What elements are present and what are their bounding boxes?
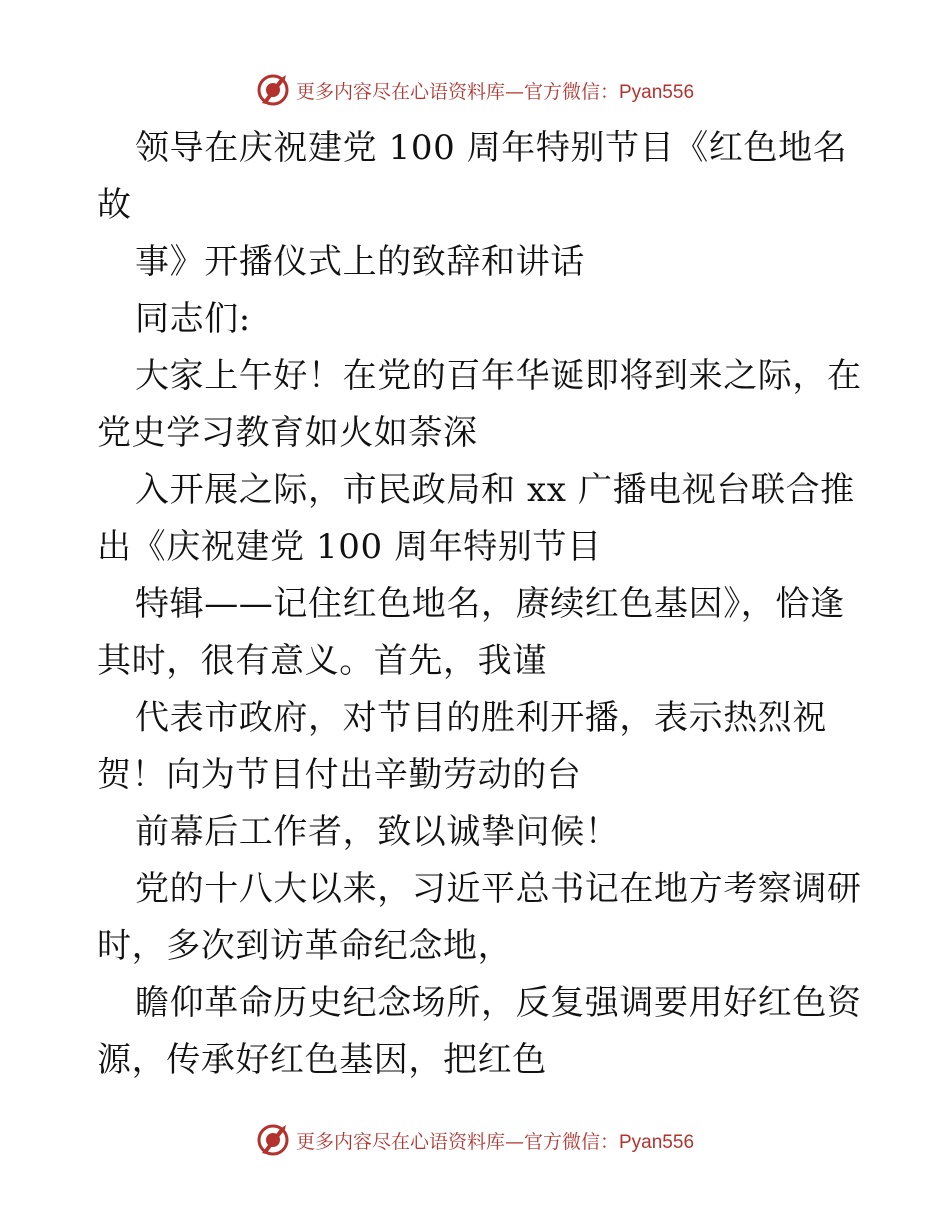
footer-wechat-id: Pyan556 xyxy=(619,1131,695,1153)
body-line: 事》开播仪式上的致辞和讲话 xyxy=(135,242,585,282)
body-line: 特辑——记住红色地名，赓续红色基因》，恰逢 xyxy=(135,584,845,624)
body-line: 时，多次到访革命纪念地， xyxy=(97,926,513,966)
body-line: 前幕后工作者，致以诚挚问候！ xyxy=(135,812,620,852)
body-line: 其时，很有意义。首先，我谨 xyxy=(97,641,547,681)
header-watermark-banner xyxy=(0,70,950,110)
body-line: 出《庆祝建党 100 周年特别节目 xyxy=(97,527,602,567)
body-line: 故 xyxy=(97,185,132,225)
body-line: 贺！向为节目付出辛勤劳动的台 xyxy=(97,755,582,795)
body-line: 源，传承好红色基因，把红色 xyxy=(97,1040,547,1080)
body-line: 党史学习教育如火如荼深 xyxy=(97,413,478,453)
footer-watermark-banner xyxy=(0,1120,950,1160)
body-line: 领导在庆祝建党 100 周年特别节目《红色地名 xyxy=(135,128,848,168)
body-line: 瞻仰革命历史纪念场所，反复强调要用好红色资 xyxy=(135,983,862,1023)
quill-logo-icon xyxy=(256,1123,290,1157)
body-line: 入开展之际，市民政局和 xx 广播电视台联合推 xyxy=(135,470,855,510)
quill-logo-icon xyxy=(256,73,290,107)
header-wechat-id: Pyan556 xyxy=(619,81,695,103)
body-line: 同志们: xyxy=(135,299,251,339)
body-line: 大家上午好！在党的百年华诞即将到来之际，在 xyxy=(135,356,862,396)
document-body xyxy=(97,120,862,1089)
header-banner-text: 更多内容尽在心语资料库—官方微信：Pyan556 xyxy=(295,80,695,103)
body-line: 代表市政府，对节目的胜利开播，表示热烈祝 xyxy=(135,698,827,738)
footer-banner-text: 更多内容尽在心语资料库—官方微信：Pyan556 xyxy=(295,1130,695,1153)
body-line: 党的十八大以来，习近平总书记在地方考察调研 xyxy=(135,869,862,909)
